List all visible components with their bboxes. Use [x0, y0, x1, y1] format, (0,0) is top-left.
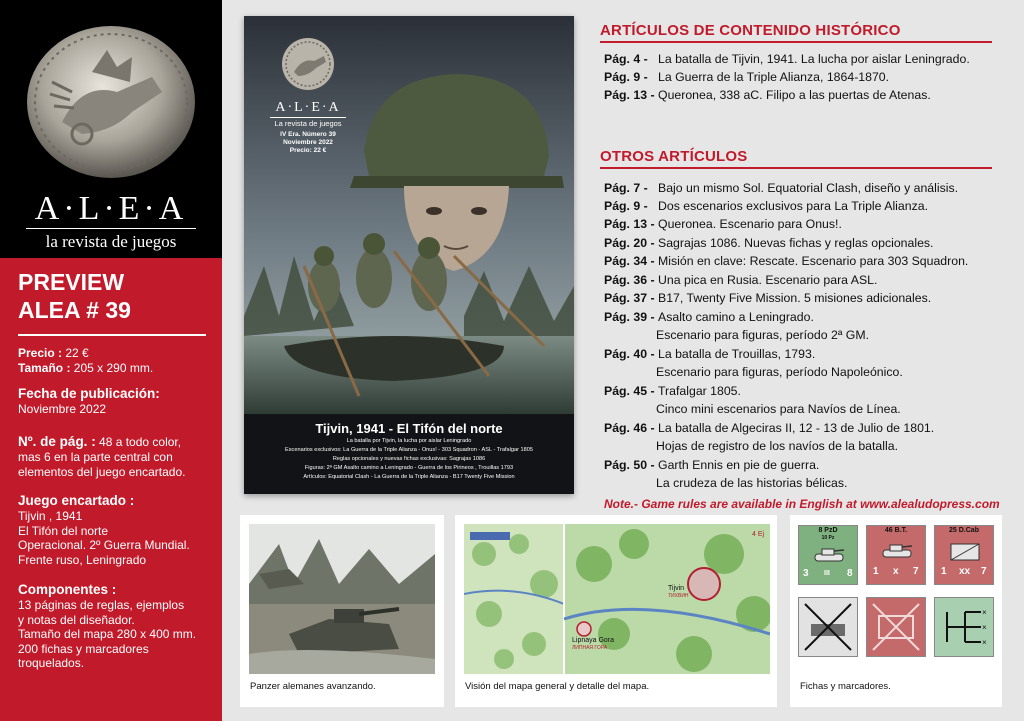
other-item — [604, 199, 1004, 213]
game-label: Juego encartado : — [18, 493, 135, 508]
pages-value-1: 48 a todo color, — [95, 435, 182, 449]
game-block — [18, 493, 214, 567]
cavalry-icon — [949, 542, 981, 562]
cover-brand: A·L·E·A — [275, 100, 341, 115]
branch-arrows-icon — [935, 598, 993, 656]
cover-brand-divider — [270, 117, 346, 118]
english-rules-note: Note.- Game rules are available in English at www.alealudopress.com — [604, 497, 1000, 511]
historical-articles-title: ARTÍCULOS DE CONTENIDO HISTÓRICO — [600, 22, 901, 39]
tank-icon — [813, 546, 845, 564]
cover-subtitle: La revista de juegos — [274, 119, 342, 128]
cover-line: Artículos: Equatorial Clash - La Guerra de la Triple Alianza - B17 Twenty Five Mission — [303, 474, 515, 480]
article-title: Sagrajas 1086. Nuevas fichas y reglas opcionales. — [658, 236, 934, 250]
preview-heading — [18, 268, 208, 324]
article-title: Asalto camino a Leningrado. — [658, 310, 814, 324]
article-title: Misión en clave: Rescate. Escenario para 303 Squadron. — [658, 254, 969, 268]
counter-sublabel: 10 Pz — [821, 535, 835, 541]
counter-25dcab — [934, 525, 994, 585]
marker-retreat — [934, 597, 994, 657]
panzer-caption: Panzer alemanes avanzando. — [250, 681, 376, 692]
counter-size: x — [893, 566, 899, 577]
counters-panel — [790, 515, 1002, 707]
cover-title: Tijvin, 1941 - El Tifón del norte — [315, 421, 503, 436]
page-number: Pág. 40 - — [604, 347, 655, 361]
components-line: 13 páginas de reglas, ejemplos — [18, 598, 185, 612]
other-item — [604, 458, 1004, 472]
historical-item — [604, 70, 1004, 84]
page-number: Pág. 45 - — [604, 384, 655, 398]
other-articles-title: OTROS ARTÍCULOS — [600, 148, 748, 165]
pages-label: Nº. de pág. : — [18, 434, 96, 449]
article-title: La batalla de Tijvin, 1941. La lucha por aislar Leningrado. — [658, 52, 970, 66]
game-line: Operacional. 2º Guerra Mundial. — [18, 538, 190, 552]
game-line: Frente ruso, Leningrado — [18, 552, 147, 567]
components-block — [18, 582, 214, 671]
date-value: Noviembre 2022 — [18, 402, 107, 416]
other-item — [604, 217, 1004, 231]
preview-line-2: ALEA # 39 — [18, 297, 131, 323]
map-corner-label: 4 Ej — [752, 531, 765, 538]
magazine-cover — [244, 16, 574, 494]
other-item — [604, 181, 1004, 195]
article-continuation: Escenario para figuras, período Napoleónico. — [656, 365, 903, 379]
game-line: Tijvin , 1941 — [18, 509, 83, 523]
vehicle-destroyed-icon — [799, 598, 857, 656]
logo-block — [0, 0, 222, 258]
map-panel — [455, 515, 777, 707]
date-block — [18, 386, 214, 417]
page-number: Pág. 9 - — [604, 199, 648, 213]
article-title: Queronea. Escenario para Onus!. — [658, 217, 842, 231]
cover-line: Figuras: 2ª GM Asalto camino a Leningrado - Guerra de los Pirineos , Trouillas 1793 — [304, 465, 514, 471]
page-number: Pág. 36 - — [604, 273, 655, 287]
cover-line: Reglas opcionales y nuevas fichas exclusivas: Sagrajas 1086 — [332, 456, 486, 462]
game-line: El Tifón del norte — [18, 523, 109, 538]
other-rule — [600, 167, 992, 169]
map-town-label: Lipnaya Gora — [572, 637, 615, 644]
counter-size: III — [824, 570, 830, 577]
article-title: Una pica en Rusia. Escenario para ASL. — [658, 273, 878, 287]
brand-title: A·L·E·A — [34, 190, 188, 227]
marker-destroyed-vehicle — [798, 597, 858, 657]
historical-rule — [600, 41, 992, 43]
counters-caption: Fichas y marcadores. — [800, 681, 891, 692]
tank-icon — [881, 542, 913, 560]
svg-text:×: × — [982, 638, 987, 647]
size-label: Tamaño : — [18, 360, 71, 375]
cover-price: Precio: 22 € — [289, 147, 327, 154]
article-title: La batalla de Algeciras II, 12 - 13 de Julio de 1801. — [658, 421, 935, 435]
other-item — [604, 291, 1004, 305]
marker-destroyed-unit — [866, 597, 926, 657]
other-item — [604, 421, 1004, 435]
panzer-photo — [249, 524, 435, 674]
article-continuation: Escenario para figuras, período 2ª GM. — [656, 328, 870, 342]
other-item — [604, 310, 1004, 324]
map-town-label-ru: ЛИПНАЯ ГОРА — [572, 645, 608, 651]
cover-line: La batalla por Tijvin, la lucha por aislar Leningrado — [346, 438, 472, 444]
cover-coin-icon — [280, 36, 336, 92]
article-title: Queronea, 338 aC. Filipo a las puertas de Atenas. — [658, 88, 931, 102]
components-line: Tamaño del mapa 280 x 400 mm. — [18, 627, 197, 641]
date-label: Fecha de publicación: — [18, 386, 160, 401]
cover-issue: IV Era. Número 39 — [280, 131, 336, 138]
article-continuation: Hojas de registro de los navíos de la batalla. — [656, 439, 898, 453]
cover-date: Noviembre 2022 — [283, 139, 333, 146]
components-line: 200 fichas y marcadores — [18, 641, 149, 656]
article-continuation: La crudeza de las historias bélicas. — [656, 476, 848, 490]
other-item — [604, 273, 1004, 287]
pages-value-3: elementos del juego encartado. — [18, 464, 186, 479]
article-title: Bajo un mismo Sol. Equatorial Clash, diseño y análisis. — [658, 181, 959, 195]
page-number: Pág. 20 - — [604, 236, 655, 250]
page-number: Pág. 50 - — [604, 458, 655, 472]
article-title: Trafalgar 1805. — [658, 384, 741, 398]
page-number: Pág. 7 - — [604, 181, 648, 195]
other-item — [604, 254, 1004, 268]
article-title: La Guerra de la Triple Alianza, 1864-1870. — [658, 70, 890, 84]
brand-subtitle: la revista de juegos — [45, 232, 177, 251]
counter-label: 46 B.T. — [884, 527, 908, 534]
unit-destroyed-icon — [867, 598, 925, 656]
cover-line: Escenarios exclusivos: La Guerra de la Triple Alianza - Onus! - 303 Squadron - ASL - Trafalgar 1805 — [285, 447, 533, 453]
preview-line-1: PREVIEW — [18, 269, 125, 295]
counter-8pzd — [798, 525, 858, 585]
page-number: Pág. 4 - — [604, 52, 648, 66]
price-label: Precio : — [18, 346, 63, 360]
counter-label: 25 D.Cab — [949, 527, 979, 534]
article-title: B17, Twenty Five Mission. 5 misiones adicionales. — [658, 291, 932, 305]
counter-move: 7 — [981, 566, 987, 577]
page-number: Pág. 37 - — [604, 291, 655, 305]
other-item — [604, 384, 1004, 398]
page-number: Pág. 34 - — [604, 254, 655, 268]
map-caption: Visión del mapa general y detalle del mapa. — [465, 681, 650, 692]
historical-item — [604, 88, 1004, 102]
page-number: Pág. 9 - — [604, 70, 648, 84]
counter-move: 8 — [847, 568, 853, 579]
map-town-label-ru: ТИХВИН — [668, 593, 689, 599]
page-number: Pág. 13 - — [604, 217, 655, 231]
counter-attack: 1 — [873, 566, 879, 577]
article-continuation: Cinco mini escenarios para Navíos de Línea. — [656, 402, 901, 416]
page-number: Pág. 13 - — [604, 88, 655, 102]
counter-move: 7 — [913, 566, 919, 577]
counter-46bt — [866, 525, 926, 585]
historical-item — [604, 52, 1004, 66]
svg-text:×: × — [982, 608, 987, 617]
counter-size: xx — [959, 566, 971, 577]
other-item — [604, 347, 1004, 361]
price-size-block — [18, 346, 214, 375]
map-image — [464, 524, 770, 674]
page-number: Pág. 46 - — [604, 421, 655, 435]
page-number: Pág. 39 - — [604, 310, 655, 324]
preview-divider — [18, 334, 206, 336]
price-value: 22 € — [62, 346, 89, 360]
article-title: Garth Ennis en pie de guerra. — [658, 458, 820, 472]
components-line: troquelados. — [18, 656, 85, 670]
components-label: Componentes : — [18, 582, 117, 597]
other-item — [604, 236, 1004, 250]
brand-divider — [26, 228, 196, 229]
counter-attack: 1 — [941, 566, 947, 577]
components-line: y notas del diseñador. — [18, 612, 135, 627]
counter-label: 8 PzD — [818, 527, 838, 534]
article-title: La batalla de Trouillas, 1793. — [658, 347, 816, 361]
pages-value-2: mas 6 en la parte central con — [18, 450, 173, 464]
coin-logo-icon — [22, 22, 200, 182]
svg-text:×: × — [982, 623, 987, 632]
panzer-panel — [240, 515, 444, 707]
size-value: 205 x 290 mm. — [70, 360, 154, 375]
pages-block — [18, 434, 214, 479]
map-town-label: Tijvin — [668, 585, 685, 592]
left-info-panel — [0, 0, 222, 721]
article-title: Dos escenarios exclusivos para La Triple Alianza. — [658, 199, 928, 213]
counter-attack: 3 — [803, 568, 809, 579]
